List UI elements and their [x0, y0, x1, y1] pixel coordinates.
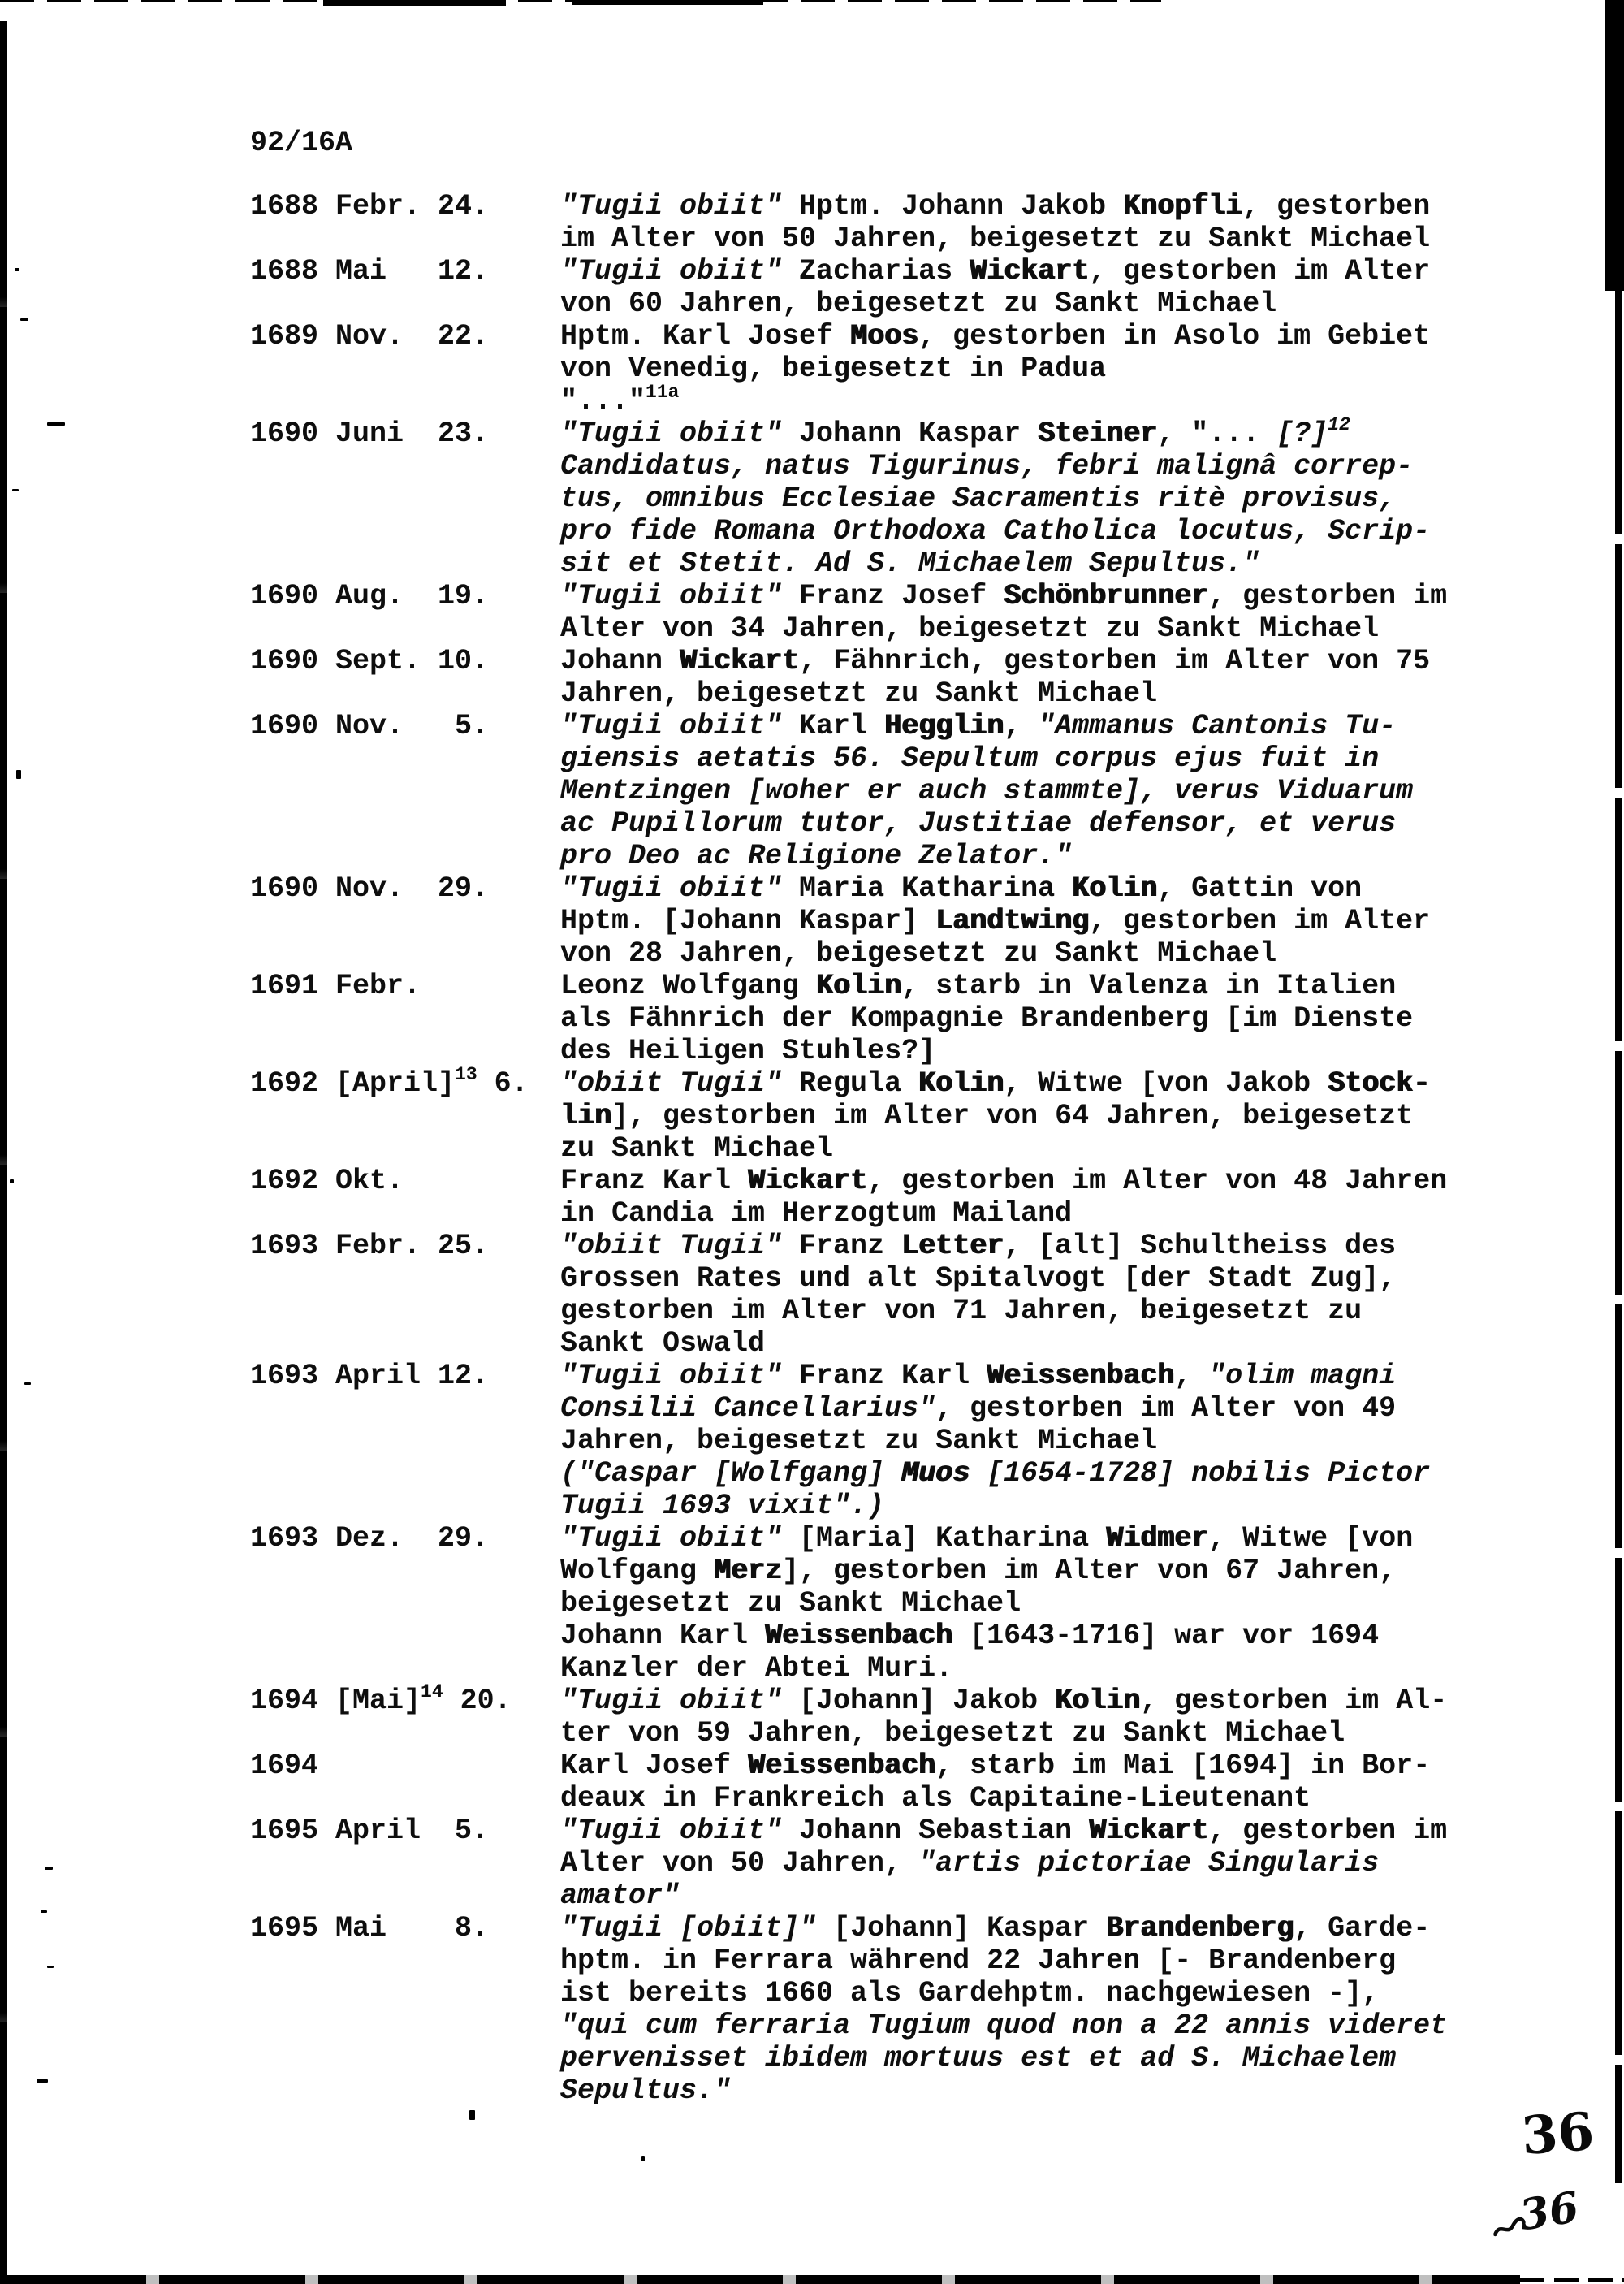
- entry-line: [560, 1522, 1517, 1555]
- entry-date: [250, 1815, 560, 1847]
- text-segment: "obiit Tugii": [560, 1067, 783, 1100]
- text-segment: , gestorben im Al-: [1140, 1685, 1448, 1717]
- text-segment: Sankt Oswald: [560, 1327, 766, 1360]
- text-segment: gestorben im Alter von 71 Jahren, beigesetzt zu: [560, 1295, 1363, 1327]
- entry-line: [560, 645, 1517, 677]
- text-segment: 1690 Sept. 10.: [250, 645, 490, 677]
- entry-line: [560, 1067, 1517, 1100]
- entry-row: [250, 1912, 1517, 2107]
- entry-line: [560, 1392, 1517, 1425]
- handwritten-page-number-small-text: 36: [1516, 2182, 1583, 2241]
- text-segment: Steiner: [1038, 417, 1158, 450]
- text-segment: Franz Karl: [782, 1360, 987, 1392]
- entry-text: [560, 1522, 1517, 1685]
- scan-artifact-bottom-edge: [0, 2275, 1520, 2284]
- text-segment: giensis aetatis 56. Sepultum corpus ejus fuit in: [560, 742, 1380, 775]
- entry-line: [560, 450, 1517, 482]
- entry-text: [560, 1067, 1517, 1165]
- text-segment: Kolin: [918, 1067, 1004, 1100]
- text-segment: 11a: [646, 382, 680, 403]
- text-segment: Weissenbach: [748, 1750, 936, 1782]
- entry-line: [560, 580, 1517, 612]
- scan-artifact-bottom-edge: [1520, 2278, 1624, 2282]
- entry-text: [560, 255, 1517, 320]
- text-segment: , gestorben im: [1208, 580, 1448, 612]
- text-segment: 1688 Febr. 24.: [250, 190, 490, 223]
- entry-row: [250, 1815, 1517, 1912]
- entry-text: [560, 1912, 1517, 2107]
- entry-line: [560, 1685, 1517, 1717]
- entry-text: [560, 872, 1517, 970]
- scan-artifact-left-edge: [0, 21, 7, 2284]
- entry-date: [250, 970, 560, 1002]
- text-segment: Candidatus, natus Tigurinus, febri malignâ correp-: [560, 450, 1414, 482]
- entry-line: [560, 1620, 1517, 1652]
- entry-date: [250, 1681, 560, 1717]
- entry-line: [560, 482, 1517, 515]
- text-segment: Hegglin: [884, 710, 1004, 742]
- text-segment: "Tugii obiit": [560, 710, 783, 742]
- text-segment: von 28 Jahren, beigesetzt zu Sankt Michael: [560, 937, 1277, 970]
- text-segment: von Venedig, beigesetzt in Padua: [560, 353, 1107, 385]
- text-segment: , gestorben im Alter von 49: [935, 1392, 1397, 1425]
- scan-artifact-top-dash: [323, 0, 506, 6]
- entry-line: [560, 515, 1517, 547]
- text-segment: 1693 April 12.: [250, 1360, 490, 1392]
- text-segment: "Tugii obiit": [560, 1360, 783, 1392]
- text-segment: 1693 Febr. 25.: [250, 1230, 490, 1262]
- entry-line: [560, 1944, 1517, 1977]
- entry-line: [560, 1717, 1517, 1750]
- text-segment: ("Caspar [Wolfgang]: [560, 1457, 902, 1490]
- text-segment: pervenisset ibidem mortuus est et ad S. Michaelem: [560, 2042, 1397, 2074]
- text-segment: 1690 Juni 23.: [250, 417, 490, 450]
- text-segment: "Tugii obiit": [560, 1815, 783, 1847]
- text-segment: Weissenbach: [765, 1620, 953, 1652]
- scan-speck: [47, 1966, 54, 1968]
- entry-line: [560, 612, 1517, 645]
- text-segment: deaux in Frankreich als Capitaine-Lieutenant: [560, 1782, 1311, 1815]
- text-segment: als Fähnrich der Kompagnie Brandenberg [im Dienste: [560, 1002, 1414, 1035]
- text-segment: "qui cum ferraria Tugium quod non a 22 annis videret: [560, 2009, 1448, 2042]
- text-segment: pro fide Romana Orthodoxa Catholica locutus, Scrip-: [560, 515, 1431, 547]
- scan-speck: [47, 422, 65, 426]
- entry-line: [560, 1165, 1517, 1197]
- text-segment: Franz Josef: [782, 580, 1004, 612]
- text-segment: Muos: [901, 1457, 970, 1490]
- entry-line: [560, 1132, 1517, 1165]
- entry-text: [560, 320, 1517, 417]
- text-segment: "...": [560, 385, 646, 417]
- text-segment: Karl: [782, 710, 885, 742]
- text-segment: 1694: [250, 1750, 319, 1782]
- entry-line: [560, 1977, 1517, 2009]
- entry-row: [250, 414, 1517, 580]
- text-segment: Johann: [560, 645, 680, 677]
- entry-line: [560, 970, 1517, 1002]
- entry-line: [560, 1587, 1517, 1620]
- text-segment: Brandenberg: [1106, 1912, 1294, 1944]
- text-segment: Grossen Rates und alt Spitalvogt [der Stadt Zug],: [560, 1262, 1397, 1295]
- text-segment: Hptm. Johann Jakob: [782, 190, 1124, 223]
- text-segment: Consilii Cancellarius": [560, 1392, 936, 1425]
- entry-line: [560, 1457, 1517, 1490]
- text-segment: , Witwe [von Jakob: [1004, 1067, 1328, 1100]
- text-segment: ter von 59 Jahren, beigesetzt zu Sankt Michael: [560, 1717, 1345, 1750]
- text-segment: , Garde-: [1294, 1912, 1431, 1944]
- text-segment: Mentzingen [woher er auch stammte], verus Viduarum: [560, 775, 1414, 807]
- text-segment: Sepultus.": [560, 2074, 732, 2107]
- entry-line: [560, 807, 1517, 840]
- text-segment: 6.: [477, 1067, 529, 1100]
- handwritten-page-number-large: 36: [1519, 2100, 1596, 2168]
- text-segment: 1692 [April]: [250, 1067, 456, 1100]
- text-segment: [1654-1728] nobilis Pictor: [970, 1457, 1431, 1490]
- text-segment: , Witwe [von: [1208, 1522, 1414, 1555]
- text-segment: Kolin: [1055, 1685, 1141, 1717]
- scan-speck: [20, 318, 28, 321]
- text-segment: 1690 Nov. 29.: [250, 872, 490, 905]
- text-segment: 1693 Dez. 29.: [250, 1522, 490, 1555]
- text-segment: "Tugii obiit": [560, 580, 783, 612]
- text-segment: , gestorben: [1242, 190, 1431, 223]
- scan-speck: [15, 268, 19, 271]
- entry-row: [250, 645, 1517, 710]
- text-segment: 1690 Aug. 19.: [250, 580, 490, 612]
- scan-speck: [12, 489, 19, 491]
- entry-date: [250, 1522, 560, 1555]
- text-segment: "Tugii obiit": [560, 255, 783, 288]
- text-segment: tus, omnibus Ecclesiae Sacramentis ritè provisus,: [560, 482, 1397, 515]
- text-segment: "obiit Tugii": [560, 1230, 783, 1262]
- text-segment: , starb im Mai [1694] in Bor-: [935, 1750, 1431, 1782]
- entry-text: [560, 1230, 1517, 1360]
- entry-line: [560, 353, 1517, 385]
- text-segment: lin: [560, 1100, 612, 1132]
- text-segment: 1688 Mai 12.: [250, 255, 490, 288]
- entry-text: [560, 710, 1517, 872]
- entry-line: [560, 840, 1517, 872]
- text-segment: Wickart: [1089, 1815, 1209, 1847]
- text-segment: [Johann] Kaspar: [816, 1912, 1107, 1944]
- text-segment: "Ammanus Cantonis Tu-: [1038, 710, 1397, 742]
- entry-row: [250, 190, 1517, 255]
- entry-text: [560, 1165, 1517, 1230]
- entry-line: [560, 547, 1517, 580]
- entry-line: [560, 1230, 1517, 1262]
- text-segment: Landtwing: [935, 905, 1090, 937]
- text-segment: , gestorben im Alter: [1089, 905, 1431, 937]
- text-segment: zu Sankt Michael: [560, 1132, 834, 1165]
- text-segment: Alter von 50 Jahren,: [560, 1847, 919, 1880]
- text-segment: "artis pictoriae Singularis: [918, 1847, 1380, 1880]
- entry-line: [560, 1327, 1517, 1360]
- entry-line: [560, 288, 1517, 320]
- entry-line: [560, 1295, 1517, 1327]
- entry-date: [250, 190, 560, 223]
- text-segment: ist bereits 1660 als Gardehptm. nachgewiesen -],: [560, 1977, 1380, 2009]
- entry-date: [250, 1064, 560, 1100]
- entry-date: [250, 645, 560, 677]
- text-segment: Zacharias: [782, 255, 970, 288]
- entry-line: [560, 255, 1517, 288]
- handwritten-page-number-small: [1488, 2182, 1583, 2242]
- text-segment: "Tugii obiit": [560, 1685, 783, 1717]
- text-segment: "olim magni: [1208, 1360, 1397, 1392]
- text-segment: Leonz Wolfgang: [560, 970, 817, 1002]
- scan-speck: [16, 770, 21, 779]
- text-segment: Kolin: [1072, 872, 1158, 905]
- entry-line: [560, 1490, 1517, 1522]
- entry-row: [250, 872, 1517, 970]
- entry-line: [560, 1425, 1517, 1457]
- entry-line: [560, 1360, 1517, 1392]
- text-segment: Franz: [782, 1230, 902, 1262]
- entry-row: [250, 1165, 1517, 1230]
- text-segment: , starb in Valenza in Italien: [901, 970, 1397, 1002]
- scan-speck: [41, 1910, 47, 1913]
- text-segment: , Fähnrich, gestorben im Alter von 75: [799, 645, 1431, 677]
- entry-list: [250, 190, 1517, 2107]
- text-segment: ], gestorben im Alter von 64 Jahren, beigesetzt: [611, 1100, 1414, 1132]
- entry-line: [560, 414, 1517, 450]
- entry-date: [250, 1165, 560, 1197]
- text-segment: "Tugii obiit": [560, 872, 783, 905]
- scan-speck: [641, 2156, 645, 2161]
- entry-line: [560, 1652, 1517, 1685]
- text-segment: des Heiligen Stuhles?]: [560, 1035, 936, 1067]
- text-segment: [1643-1716] war vor 1694: [952, 1620, 1380, 1652]
- text-segment: "Tugii obiit": [560, 190, 783, 223]
- entry-row: [250, 1230, 1517, 1360]
- entry-line: [560, 382, 1517, 417]
- entry-line: [560, 742, 1517, 775]
- text-segment: ac Pupillorum tutor, Justitiae defensor, et verus: [560, 807, 1397, 840]
- text-segment: 1689 Nov. 22.: [250, 320, 490, 353]
- text-segment: "Tugii obiit": [560, 417, 783, 450]
- entry-line: [560, 1912, 1517, 1944]
- entry-line: [560, 905, 1517, 937]
- text-segment: Johann Sebastian: [782, 1815, 1090, 1847]
- entry-line: [560, 190, 1517, 223]
- entry-text: [560, 190, 1517, 255]
- entry-line: [560, 1262, 1517, 1295]
- entry-line: [560, 2042, 1517, 2074]
- text-segment: 12: [1328, 414, 1350, 435]
- text-segment: ], gestorben im Alter von 67 Jahren,: [782, 1555, 1397, 1587]
- entry-date: [250, 872, 560, 905]
- text-segment: Wolfgang: [560, 1555, 715, 1587]
- scan-artifact-right-edge: [1605, 0, 1624, 291]
- text-segment: Knopfli: [1123, 190, 1243, 223]
- entry-row: [250, 320, 1517, 417]
- text-segment: Hptm. [Johann Kaspar]: [560, 905, 936, 937]
- entry-text: [560, 970, 1517, 1067]
- entry-line: [560, 1847, 1517, 1880]
- entry-text: [560, 1815, 1517, 1912]
- text-segment: Kolin: [816, 970, 902, 1002]
- text-segment: , gestorben im Alter: [1089, 255, 1431, 288]
- text-segment: [Maria] Katharina: [782, 1522, 1107, 1555]
- text-segment: , Gattin von: [1157, 872, 1363, 905]
- text-segment: Wickart: [748, 1165, 868, 1197]
- text-segment: 1692 Okt.: [250, 1165, 404, 1197]
- scan-speck: [10, 1179, 14, 1183]
- text-segment: "Tugii obiit": [560, 1522, 783, 1555]
- entry-line: [560, 223, 1517, 255]
- entry-line: [560, 937, 1517, 970]
- scan-artifact-right-edge: [1615, 291, 1622, 2183]
- text-segment: Regula: [782, 1067, 919, 1100]
- entry-row: [250, 1750, 1517, 1815]
- text-segment: Letter: [901, 1230, 1004, 1262]
- text-segment: 1695 Mai 8.: [250, 1912, 490, 1944]
- entry-row: [250, 1522, 1517, 1685]
- text-segment: beigesetzt zu Sankt Michael: [560, 1587, 1021, 1620]
- entry-date: [250, 255, 560, 288]
- entry-date: [250, 710, 560, 742]
- entry-date: [250, 580, 560, 612]
- entry-line: [560, 1880, 1517, 1912]
- text-segment: Schönbrunner: [1004, 580, 1209, 612]
- text-segment: Franz Karl: [560, 1165, 749, 1197]
- text-segment: sit et Stetit. Ad S. Michaelem Sepultus.": [560, 547, 1260, 580]
- entry-text: [560, 580, 1517, 645]
- scan-artifact-top-dash: [572, 0, 763, 5]
- text-segment: Merz: [714, 1555, 783, 1587]
- entry-line: [560, 1002, 1517, 1035]
- text-segment: im Alter von 50 Jahren, beigesetzt zu Sankt Michael: [560, 223, 1431, 255]
- entry-text: [560, 414, 1517, 580]
- entry-line: [560, 1100, 1517, 1132]
- entry-row: [250, 580, 1517, 645]
- text-segment: Weissenbach: [987, 1360, 1175, 1392]
- entry-text: [560, 1360, 1517, 1522]
- text-segment: ,: [1174, 1360, 1209, 1392]
- text-segment: Alter von 34 Jahren, beigesetzt zu Sankt Michael: [560, 612, 1380, 645]
- text-segment: , gestorben in Asolo im Gebiet: [918, 320, 1431, 353]
- entry-date: [250, 1360, 560, 1392]
- text-segment: [Johann] Jakob: [782, 1685, 1056, 1717]
- entry-line: [560, 872, 1517, 905]
- entry-line: [560, 1782, 1517, 1815]
- entry-line: [560, 1555, 1517, 1587]
- entry-line: [560, 710, 1517, 742]
- entry-text: [560, 1750, 1517, 1815]
- entry-row: [250, 1360, 1517, 1522]
- entry-row: [250, 1064, 1517, 1165]
- text-segment: amator": [560, 1880, 680, 1912]
- entry-date: [250, 1230, 560, 1262]
- text-segment: 1694 [Mai]: [250, 1685, 421, 1717]
- entry-line: [560, 1750, 1517, 1782]
- text-segment: Jahren, beigesetzt zu Sankt Michael: [560, 677, 1158, 710]
- entry-line: [560, 320, 1517, 353]
- entry-line: [560, 1197, 1517, 1230]
- scan-speck: [24, 1382, 31, 1385]
- text-segment: Tugii 1693 vixit".): [560, 1490, 885, 1522]
- text-segment: 1691 Febr.: [250, 970, 421, 1002]
- entry-line: [560, 1815, 1517, 1847]
- entry-row: [250, 710, 1517, 872]
- text-segment: "Tugii [obiit]": [560, 1912, 817, 1944]
- text-segment: Johann Kaspar: [782, 417, 1039, 450]
- entry-date: [250, 417, 560, 450]
- entry-line: [560, 1035, 1517, 1067]
- text-segment: Hptm. Karl Josef: [560, 320, 851, 353]
- text-segment: pro Deo ac Religione Zelator.": [560, 840, 1073, 872]
- text-segment: , "...: [1157, 417, 1277, 450]
- text-segment: Moos: [850, 320, 919, 353]
- text-segment: Stock-: [1328, 1067, 1431, 1100]
- text-segment: , gestorben im: [1208, 1815, 1448, 1847]
- entry-line: [560, 2009, 1517, 2042]
- text-segment: , gestorben im Alter von 48 Jahren: [867, 1165, 1448, 1197]
- entry-row: [250, 255, 1517, 320]
- text-segment: 14: [421, 1681, 443, 1702]
- text-segment: , [alt] Schultheiss des: [1004, 1230, 1397, 1262]
- entry-date: [250, 1750, 560, 1782]
- text-segment: [?]: [1276, 417, 1328, 450]
- entry-text: [560, 1685, 1517, 1750]
- text-segment: Maria Katharina: [782, 872, 1073, 905]
- text-segment: Johann Karl: [560, 1620, 766, 1652]
- entry-date: [250, 320, 560, 353]
- text-segment: 1690 Nov. 5.: [250, 710, 490, 742]
- scan-speck: [45, 1867, 53, 1870]
- document-reference-number: 92/16A: [250, 127, 353, 159]
- entry-line: [560, 775, 1517, 807]
- text-segment: von 60 Jahren, beigesetzt zu Sankt Michael: [560, 288, 1277, 320]
- text-segment: in Candia im Herzogtum Mailand: [560, 1197, 1073, 1230]
- entry-text: [560, 645, 1517, 710]
- text-segment: Wickart: [970, 255, 1090, 288]
- scan-speck: [37, 2079, 48, 2083]
- text-segment: 13: [455, 1064, 477, 1085]
- text-segment: ,: [1004, 710, 1039, 742]
- text-segment: Wickart: [680, 645, 800, 677]
- text-segment: 1695 April 5.: [250, 1815, 490, 1847]
- entry-line: [560, 2074, 1517, 2107]
- entry-line: [560, 677, 1517, 710]
- text-segment: Widmer: [1106, 1522, 1209, 1555]
- text-segment: Karl Josef: [560, 1750, 749, 1782]
- text-segment: Jahren, beigesetzt zu Sankt Michael: [560, 1425, 1158, 1457]
- text-segment: 20.: [443, 1685, 512, 1717]
- entry-row: [250, 1681, 1517, 1750]
- entry-date: [250, 1912, 560, 1944]
- text-segment: Kanzler der Abtei Muri.: [560, 1652, 953, 1685]
- text-segment: hptm. in Ferrara während 22 Jahren [- Brandenberg: [560, 1944, 1397, 1977]
- scan-speck: [469, 2110, 475, 2120]
- entry-row: [250, 970, 1517, 1067]
